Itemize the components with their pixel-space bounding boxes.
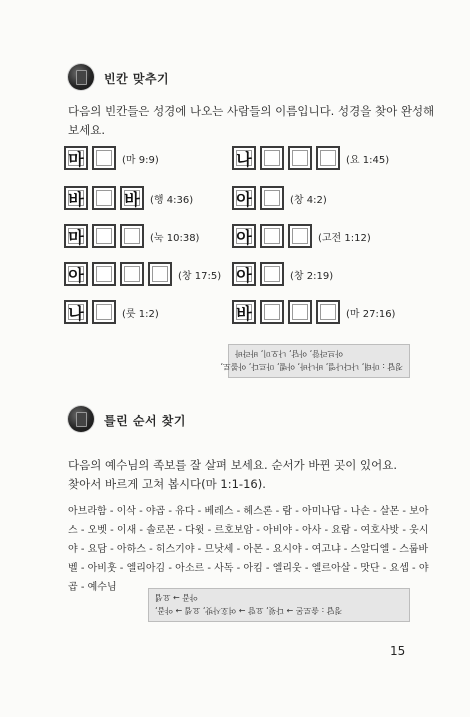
blank-cell[interactable]	[288, 224, 312, 248]
verse-reference: (창 2:19)	[290, 270, 334, 282]
letter-cell: 나	[64, 300, 88, 324]
blank-cell[interactable]	[120, 224, 144, 248]
letter-cell: 바	[120, 186, 144, 210]
blank-cell[interactable]	[260, 146, 284, 170]
answer-line: 야곱 → 요셉	[155, 593, 198, 602]
name-puzzle	[64, 186, 193, 210]
instruction-line: 다음의 예수님의 족보를 잘 살펴 보세요. 순서가 바뀐 곳이 있어요.	[68, 458, 398, 472]
blank-cell[interactable]	[260, 262, 284, 286]
verse-reference: (마 9:9)	[122, 154, 159, 166]
name-puzzle	[64, 224, 199, 248]
blank-cell[interactable]	[148, 262, 172, 286]
name-puzzle	[232, 186, 327, 210]
letter-cell: 나	[232, 146, 256, 170]
letter-cell: 마	[64, 146, 88, 170]
instruction-line: 찾아서 바르게 고쳐 봅시다(마 1:1-16).	[68, 477, 266, 491]
verse-reference: (눅 10:38)	[150, 232, 200, 244]
letter-cell: 아	[232, 262, 256, 286]
verse-reference: (행 4:36)	[150, 194, 194, 206]
letter-cell: 바	[64, 186, 88, 210]
section-bullet-icon	[68, 406, 94, 432]
verse-reference: (창 17:5)	[178, 270, 222, 282]
letter-cell: 아	[232, 186, 256, 210]
blank-cell[interactable]	[316, 146, 340, 170]
name-puzzle	[232, 146, 389, 170]
genealogy-text	[68, 502, 428, 597]
section-title: 빈칸 맞추기	[104, 72, 170, 86]
blank-cell[interactable]	[288, 146, 312, 170]
answer-line: 정답 : 솔로몬 → 다윗, 요람 → 여호사밧, 요셉 → 야곱,	[155, 606, 343, 615]
blank-cell[interactable]	[92, 186, 116, 210]
blank-cell[interactable]	[316, 300, 340, 324]
name-puzzle	[232, 300, 395, 324]
genealogy-line: 야 - 요담 - 아하스 - 히스기야 - 므낫세 - 아몬 - 요시야 - 여고냐 - 스알디엘 - 스룹바	[68, 544, 429, 555]
name-puzzle	[64, 146, 159, 170]
blank-cell[interactable]	[260, 224, 284, 248]
genealogy-line: 벨 - 아비훗 - 엘리아김 - 아소르 - 사독 - 아킴 - 엘리웃 - 엘르아살 - 맛단 - 요셉 - 야	[68, 563, 429, 574]
section-bullet-icon	[68, 64, 94, 90]
name-puzzle	[232, 224, 371, 248]
blank-cell[interactable]	[260, 300, 284, 324]
verse-reference: (창 4:2)	[290, 194, 327, 206]
answer-box	[220, 344, 410, 378]
blank-cell[interactable]	[120, 262, 144, 286]
genealogy-line: 아브라함 - 이삭 - 야곱 - 유다 - 베레스 - 헤스론 - 람 - 아미나답 - 나손 - 살몬 - 보아	[68, 506, 429, 517]
verse-reference: (요 1:45)	[346, 154, 390, 166]
letter-cell: 바	[232, 300, 256, 324]
page-number: 15	[390, 644, 406, 658]
verse-reference: (마 27:16)	[346, 308, 396, 320]
letter-cell: 마	[64, 224, 88, 248]
instruction-line: 보세요.	[68, 123, 105, 137]
genealogy-line: 스 - 오벳 - 이새 - 솔로몬 - 다윗 - 르호보암 - 아비야 - 아사 - 요람 - 여호사밧 - 웃시	[68, 525, 429, 536]
answer-box	[148, 588, 410, 622]
verse-reference: (룻 1:2)	[122, 308, 159, 320]
letter-cell: 아	[64, 262, 88, 286]
answer-line: 아브라함, 아담, 나오미, 바라바	[235, 349, 343, 358]
answer-line: 정답 : 마태, 나다나엘, 바나바, 아벨, 마르다, 아볼로,	[220, 362, 403, 371]
blank-cell[interactable]	[92, 146, 116, 170]
blank-cell[interactable]	[92, 224, 116, 248]
verse-reference: (고전 1:12)	[318, 232, 371, 244]
section-title: 틀린 순서 찾기	[104, 414, 186, 428]
letter-cell: 아	[232, 224, 256, 248]
instruction-line: 다음의 빈칸들은 성경에 나오는 사람들의 이름입니다. 성경을 찾아 완성해	[68, 104, 435, 118]
instruction-text	[68, 102, 434, 140]
name-puzzle	[64, 262, 221, 286]
blank-cell[interactable]	[260, 186, 284, 210]
genealogy-line: 곱 - 예수님	[68, 582, 117, 593]
instruction-text	[68, 456, 397, 494]
blank-cell[interactable]	[288, 300, 312, 324]
name-puzzle	[64, 300, 159, 324]
blank-cell[interactable]	[92, 262, 116, 286]
name-puzzle	[232, 262, 333, 286]
blank-cell[interactable]	[92, 300, 116, 324]
